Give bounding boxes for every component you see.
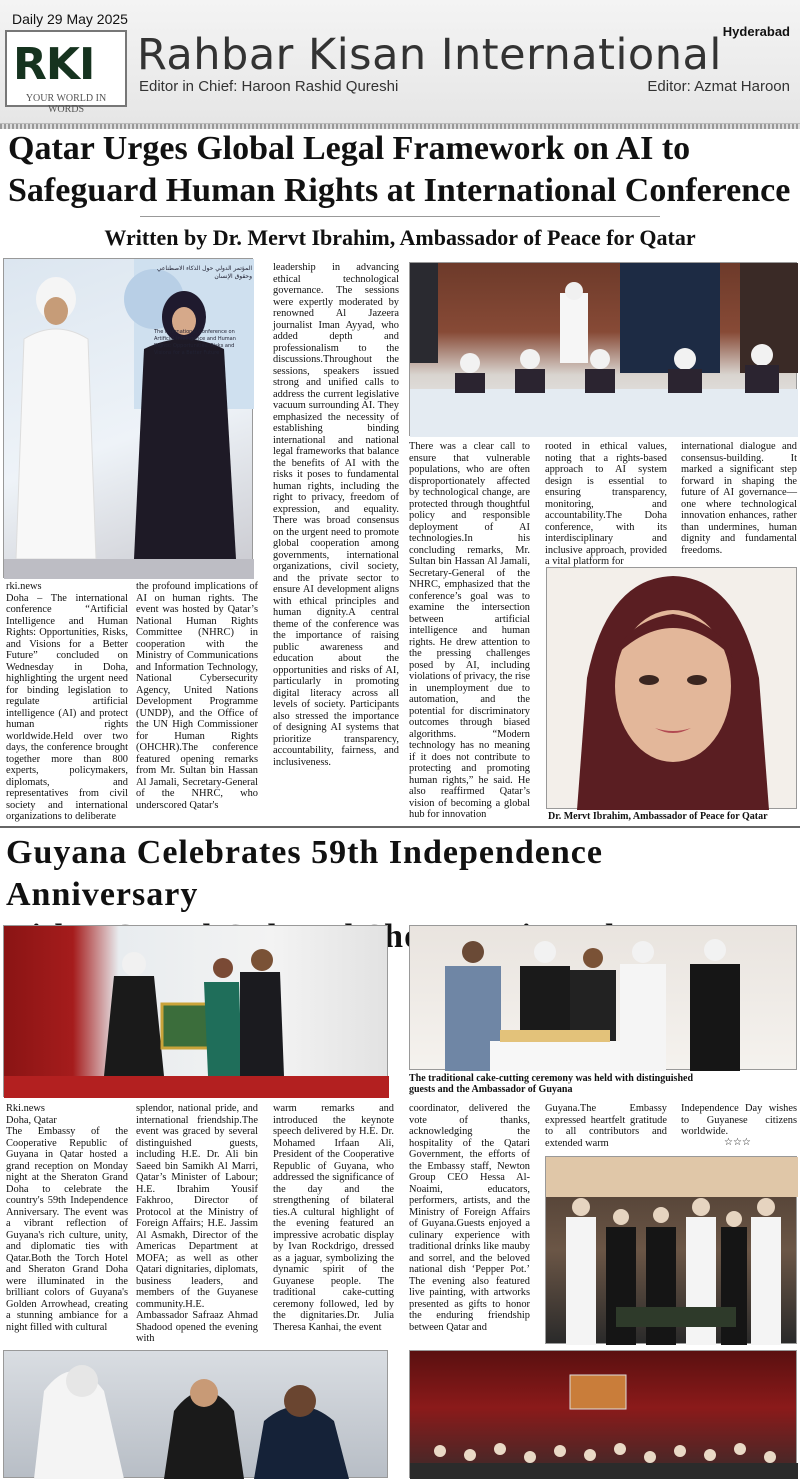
dignitaries-group-photo	[545, 1156, 797, 1344]
story1-column-5: rooted in ethical values, noting that a rights-based approach to AI system design is essential to ensuring transparency, monitoring, and accountability.The Doha conference, with its interdisciplinary and inclusive approach, provided a vital platform for	[545, 441, 667, 567]
story1-column-2: the profound implications of AI on human rights. The event was hosted by Qatar’s National Human Rights Committee (NHRC) in cooperation with the Ministry of Communications and Information Technology, National Cybersecurity Agency, United Nations Development Programme (UNDP), and the Office of the UN High Commissioner for Human Rights (OHCHR).The conference featured opening remarks from Mr. Sultan bin Hassan Al Jamali, Secretary-General of the NHRC, who underscored Qatar's	[136, 581, 258, 811]
logo-tagline: YOUR WORLD IN WORDS	[25, 93, 107, 115]
cake-caption: The traditional cake-cutting ceremony was held with distinguished guests and the Ambassador of Guyana	[409, 1073, 693, 1095]
story1-column-1: rki.news Doha – The international conference “Artificial Intelligence and Human Rights: Opportunities, Risks, and Visions for a Better Future” concluded on Wednesday in Doha, highlighting the urgent need for binding legislation to regulate artificial intelligence (AI) and protect human rights worldwide.Held over two days, the conference brought together more than 800 experts, policymakers, diplomats, and representatives from civil society and international organizations to deliberate	[6, 581, 128, 822]
story1-headline-line1: Qatar Urges Global Legal Framework on AI to	[8, 130, 691, 167]
story1-column-6: international dialogue and consensus-building. It marked a significant step forward in shaping the future of AI governance—one where technological innovation enhances, rather than undermines, human dignity and fundamental freedoms.	[681, 441, 797, 556]
edition-city: Hyderabad	[722, 24, 790, 39]
story2-column-5: Guyana.The Embassy expressed heartfelt gratitude to all contributors and extended warm	[545, 1103, 667, 1149]
portrait-illustration	[547, 568, 798, 810]
group-illustration	[546, 1157, 798, 1345]
story1-headline	[8, 128, 798, 212]
cake-illustration	[410, 926, 798, 1071]
end-stars: ☆☆☆	[724, 1137, 751, 1148]
story2-headline-line1: Guyana Celebrates 59th Independence Anniversary	[6, 834, 603, 913]
logo-mark: RKI	[13, 39, 95, 90]
award-illustration	[4, 926, 389, 1098]
panel-illustration	[410, 263, 798, 437]
story2-column-2: splendor, national pride, and international friendship.The event was graced by several distinguished guests, including H.E. Dr. Ali bin Saeed bin Samikh Al Marri, Qatar’s Minister of Labour; H.E. Ibrahim Yousif Fakhroo, Director of Protocol at the Ministry of Foreign Affairs; H.E. Jassim Al Asmakh, Director of the Americas Department at MOFA; as well as other Qatari dignitaries, diplomats, business leaders, and members of the Guyanese community.H.E. Ambassador Safraaz Ahmad Shadood opened the evening with	[136, 1103, 258, 1344]
story1-column-4: There was a clear call to ensure that vulnerable populations, who are often disproportionately affected by technological change, are protected through thoughtful policy and responsible deployment of AI technologies.In his concluding remarks, Mr. Sultan bin Hassan Al Jamali, Secretary-General of the NHRC, emphasized that the conference’s goal was to examine the intersection between artificial intelligence and human rights. He drew attention to the pressing challenges posed by AI, including violations of privacy, the rise in unemployment due to automation, and the potential for discriminatory outcomes through biased algorithms. “Modern technology has no meaning if it does not contribute to protecting and promoting human rights,” he said. He also reaffirmed Qatar’s vision of becoming a global hub for innovation	[409, 441, 530, 820]
story1-headline-line2: Safeguard Human Rights at International Conference	[8, 172, 791, 209]
story1-byline: Written by Dr. Mervt Ibrahim, Ambassador of Peace for Qatar	[104, 225, 696, 250]
story1-column-3: leadership in advancing ethical technological governance. The sessions were expertly moderated by renowned Al Jazeera journalist Iman Ayyad, who added depth and professionalism to the discussions.Throughout the sessions, speakers issued strong and unified calls to address the current legislative vacuum surrounding AI. They emphasized the necessity of establishing binding international and national legal frameworks that balance the benefits of AI with the risks it poses to fundamental human rights, including the right to privacy, freedom of expression, and equality. There was broad consensus on the urgent need to promote global cooperation among governments, international organizations, civil society, and the private sector to ensure AI development aligns with ethical principles and human dignity.A central theme of the conference was the importance of raising public awareness and education about the opportunities and risks of AI, particularly in promoting digital literacy across all levels of society. Participants also stressed the importance of designing AI systems that prioritize transparency, accountability, fairness, and inclusiveness.	[273, 262, 399, 768]
story2-column-3: warm remarks and introduced the keynote speech delivered by H.E. Dr. Mohamed Irfaan Ali, President of the Cooperative Republic of Guyana, who addressed the significance of the day and the strengthening of bilateral ties.A cultural highlight of the evening featured an impressive acrobatic display by Ivan Rockdrigo, dressed as a jaguar, symbolizing the dynamic spirit of the Guyanese people. The traditional cake-cutting ceremony followed, led by the dignitaries.Dr. Julia Theresa Kanhai, the event	[273, 1103, 394, 1333]
handshake-illustration	[4, 1351, 389, 1479]
banner-text-english: The International Conference on Artificial Intelligence and Human Rights: Opportunities, Risks and Visions for a Better Future	[154, 329, 236, 356]
section-divider	[0, 826, 800, 828]
cake-cutting-photo	[409, 925, 797, 1070]
masthead	[0, 0, 800, 124]
stage-illustration	[4, 259, 254, 579]
editor-in-chief: Editor in Chief: Haroon Rashid Qureshi	[139, 78, 399, 95]
issue-date: Daily 29 May 2025	[12, 11, 128, 27]
newspaper-logo[interactable]	[5, 30, 127, 115]
headline-divider	[140, 216, 660, 217]
conference-stage-photo	[3, 258, 253, 578]
newspaper-title: Rahbar Kisan International	[137, 30, 722, 80]
portrait-caption: Dr. Mervt Ibrahim, Ambassador of Peace for Qatar	[548, 811, 768, 822]
award-presentation-photo	[3, 925, 388, 1097]
banner-text-arabic: المؤتمر الدولي حول الذكاء الاصطناعي وحقوق الإنسان	[156, 265, 252, 280]
story2-column-4: coordinator, delivered the vote of thanks, acknowledging the hospitality of the Qatari Government, the efforts of the Embassy staff, Newton Group CEO Hessa Al-Noaimi, educators, performers, artists, and the Ministry of Foreign Affairs of Guyana.Guests enjoyed a culinary experience with traditional drinks like mauby and sorrel, and the beloved national dish ‘Pepper Pot.’ The evening also featured live painting, with artworks presented as gifts to honor the enduring friendship between Qatar and	[409, 1103, 530, 1333]
hall-illustration	[410, 1351, 798, 1479]
handshake-photo	[3, 1350, 388, 1478]
editor: Editor: Azmat Haroon	[647, 78, 790, 95]
author-portrait	[546, 567, 797, 809]
panel-discussion-photo	[409, 262, 797, 436]
story2-column-1: Rki.news Doha, Qatar The Embassy of the Cooperative Republic of Guyana in Qatar hosted a grand reception on Monday night at the Sheraton Grand Doha to celebrate the country's 59th Independence Anniversary. The event was a vibrant reflection of Guyana's rich culture, unity, and diplomatic ties with Qatar.Both the Torch Hotel and Sheraton Grand Doha were illuminated in the brilliant colors of Guyana's Golden Arrowhead, creating a stunning ambiance for a night filled with cultural	[6, 1103, 128, 1333]
story2-column-6: Independence Day wishes to Guyanese citizens worldwide.	[681, 1103, 797, 1137]
reception-hall-photo	[409, 1350, 797, 1478]
